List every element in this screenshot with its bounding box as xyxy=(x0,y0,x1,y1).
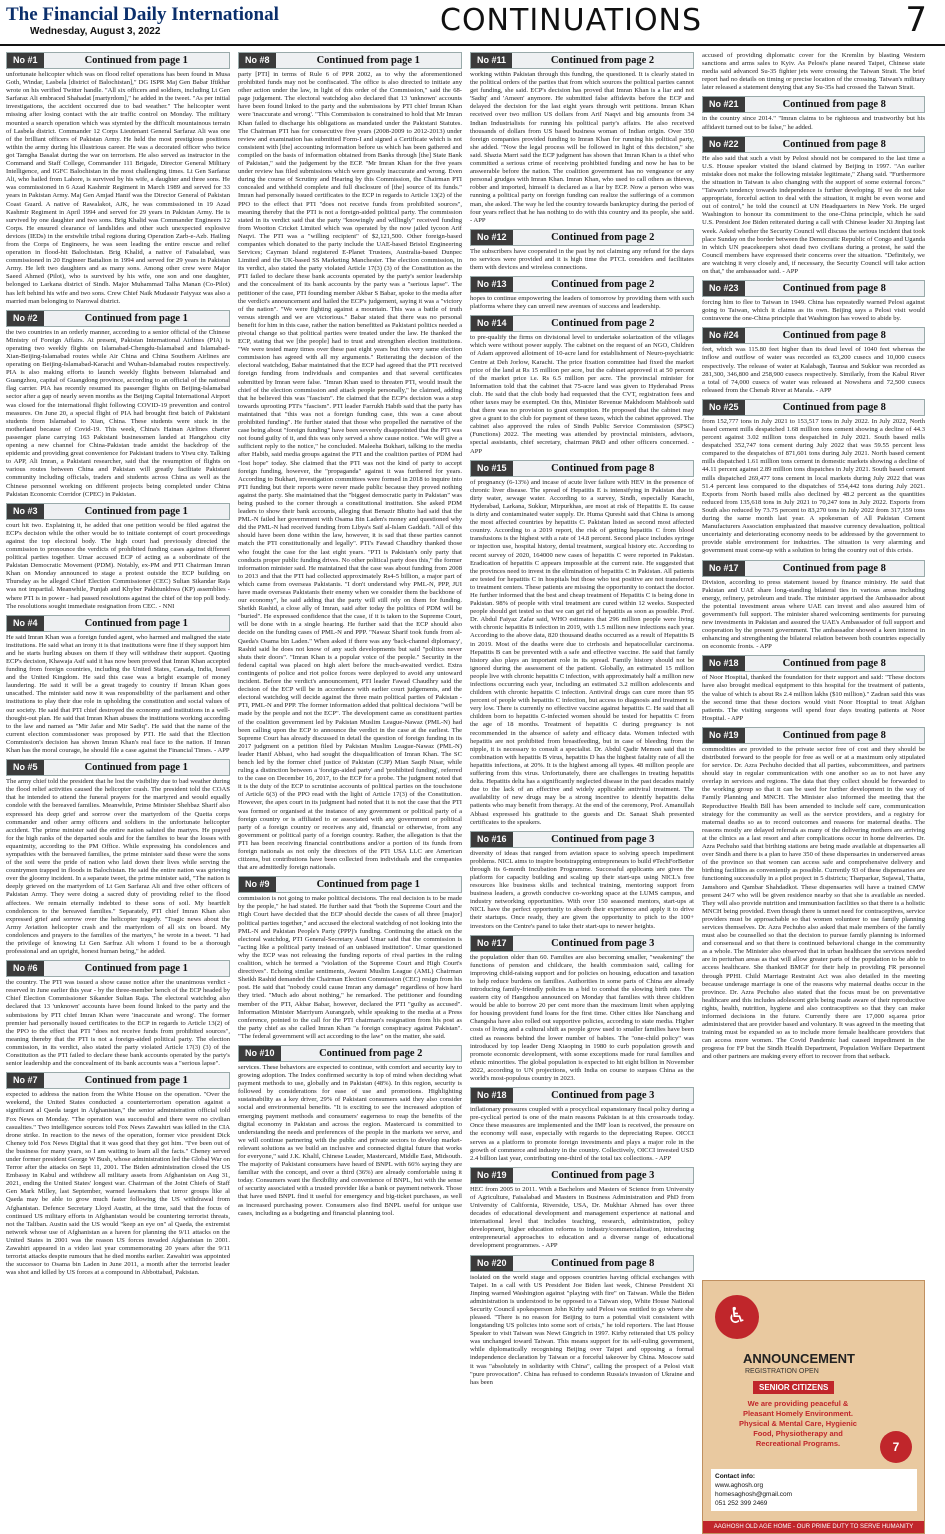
article xyxy=(702,727,925,1062)
article-number: No #15 xyxy=(471,461,513,476)
paper-date: Wednesday, August 3, 2022 xyxy=(30,26,161,37)
article-body: of Noor Hospital, thanked the foundation for their support and said: "These doctors have also brought medical equipment to this hospital for the treatment of patients, the value of which is about Rs 2.4 million lakhs ($10 million)." Zadran said this was the second time that these doctors would visit Noor Hospital to treat Afghan patients. The visiting surgeons will spend four days treating patients at Noor Hospital. - APP xyxy=(702,674,925,722)
article xyxy=(470,831,694,931)
article-header xyxy=(238,1045,462,1062)
article-number: No #7 xyxy=(7,1073,44,1088)
page-number: 7 xyxy=(905,0,927,40)
article-body: forcing him to flee to Taiwan in 1949. China has repeatedly warned Pelosi against going to Taiwan, which it claims as its own. Beijing says a Pelosi visit would contravene the one-China principle that Washington has vowed to abide by. xyxy=(702,299,925,323)
article xyxy=(6,310,230,499)
article-number: No #18 xyxy=(703,656,745,671)
article-header xyxy=(702,399,925,416)
article-header xyxy=(702,655,925,672)
article-body: The subscribers have cooperated in the past by not claiming any refund for the days no services were provided and it is high time the PTCL considers and facilitates them with devices and wireless connections. xyxy=(470,247,694,271)
ad-subtitle: REGISTRATION OPEN xyxy=(745,1368,819,1375)
article-number: No #11 xyxy=(471,53,512,68)
article-header xyxy=(6,615,230,632)
article xyxy=(6,615,230,755)
continued-from-label: Continued from page 8 xyxy=(782,283,886,295)
continued-from-label: Continued from page 1 xyxy=(84,1075,188,1087)
article-number: No #20 xyxy=(471,1256,513,1271)
article xyxy=(470,1167,694,1251)
article-number: No #9 xyxy=(239,877,276,892)
article-number: No #8 xyxy=(239,53,276,68)
ad-segment: SENIOR CITIZENS xyxy=(753,1381,834,1394)
article-body: of pregnancy (6-13%) and incase of acute liver failure with HEV in the presence of chronic liver disease. The spread of Hepatitis E is intensifying in Pakistan due to dirty water, sewage water. According to a survey, Sindh, especially Karachi, Hyderabad, Larkana, Sukkur, Mirpurkhas, are most at risk of Hepatitis E. Its cause is dirty and contaminated water supply. Dr. Huma Qureshi said that China is among the most affected countries by hepatitis C. Pakistan listed as second most affected country. According to a 2019 report, the risk of getting hepatitis C from blood transfusions is the highest with a rate of 14.8 percent. Second place includes syringe or injection use, hospital history, dental treatment, surgical history etc. According to recent survey of 2020, 164000 new cases of hepatitis C were reported in Pakistan. Eradication of hepatitis C appears impossible at the current rate. He suggested that the provinces need to invest in the elimination of hepatitis C in Pakistan. All patients are tested for hepatitis C in hospitals but those who test positive are not transferred to treatment centers. These patients are missing the opportunity to contact the doctor. He further informed that the best and cheap treatment of Hepatitis C is being done in Pakistan. 98% of people with viral treatment are cured within 12 weeks. Suspected people should get tested so that we can get rid of hepatitis as soon as possible. Prof. Dr. Abdul Faiyaz Zafar said, WHO estimates that 296 million people were living with chronic hepatitis B infection in 2019, with 1.5 million new infections each year. According to the above data, 820 thousand deaths occurred as a result of Hepatitis B in 2019. Most of the deaths were due to cirrhosis and hepatocellular carcinoma. Hepatitis B can be prevented with a safe and effective vaccine. He said that family history also plays an important role in its spread. Family history should not be ignored during the assessment of the patient. Globally, an estimated 15 million people live with chronic hepatitis C infection, with approximately half a million new infections occurring each year, including an estimated 3.2 million adolescents and children with chronic hepatitis C infection. Antiviral drugs can cure more than 95 percent of people with hepatitis C infection, but access to diagnosis and treatment is very low. There is currently no effective vaccine against hepatitis C. He said that all children born to hepatitis C-infected women should be tested for hepatitis C from the age of 18 months. Treatment of hepatitis C during pregnancy is not recommended in the absence of safety and efficacy data. Women infected with hepatitis are not prohibited from breastfeeding, but in case of bleeding from the nipple, it is necessary to consult a specialist. Dr. Abdul Qadir Memon said that in combination with hepatitis B virus, hepatitis D has the highest fatality rate of all the hepatitis infections, at 20%. It is the highest among all types. 48 million people are suffering from this virus. Unfortunately, there are challenges in treating hepatitis delta. Hepatitis delta has a significantly neglected disease in the past decades mainly due to the lack of an effective and widely applicable antiviral treatment. The availability of new drugs may be a strong incentive to identify hepatitis delta patients who may benefit from therapy. At the end of the ceremony, Prof. Amanullah Abbasi expressed his gratitude to the guests and Dr. Sanaat Shah presented certificates to the speakers. xyxy=(470,478,694,826)
article xyxy=(702,280,925,323)
article-header xyxy=(6,960,230,977)
article-header xyxy=(470,460,694,477)
continued-from-label: Continued from page 3 xyxy=(551,937,655,949)
article-header xyxy=(470,229,694,246)
continued-from-label: Continued from page 8 xyxy=(782,401,886,413)
article xyxy=(238,876,462,1041)
continued-from-label: Continued from page 8 xyxy=(782,562,886,574)
announcement-ad xyxy=(702,1280,925,1534)
article xyxy=(470,935,694,1084)
article-number: No #24 xyxy=(703,328,745,343)
ad-badge: 7 xyxy=(880,1431,912,1463)
article-body: commission is not going to make political decisions. The real decision is to be made by the people," he had stated. He further said that "both the Supreme Court and the High Court have decided that the ECP should decide the cases of all three [major] political parties together," and accused the electoral watchdog of not looking into the PML-N and Pakistan People's Party (PPP)'s funding. Continuing the attack on the electoral watchdog, PTI General-Secretary Asad Umar said that the commission is "acting like a political party instead of an unbiased institution". Umar questioned why the ECP was not releasing the funding reports of rival parties in the ruling coalition, which he termed a "violation of the Supreme Court and High Court's directives". Echoing similar sentiments, Awami Muslim League (AML) Chairman Sheikh Rashid demanded the Chairman Election Commission (CEC) resign from his post. He said that "nobody could cause Imran any damage" regardless of how hard they tried. "Much ado about nothing," he remarked. The petitioner and founding member of the PTI, Akbar Babar, however, declared the PTI "guilty as accused". Information Minister Marriyum Aurangzeb, while speaking to the media at a Press conference, pointed to the call for the PTI chairman's resignation from his post as the party chief as she called Imran Khan "a foreign conspiracy against Pakistan". "The federal government will act according to the law" on the matter, she said. xyxy=(238,895,462,1040)
article-header xyxy=(6,52,230,69)
column-1 xyxy=(6,52,230,1534)
continued-from-label: Continued from page 1 xyxy=(84,617,188,629)
ad-phone: 051 252 399 2469 xyxy=(715,1500,768,1507)
article-number: No #19 xyxy=(471,1168,513,1183)
article-number: No #21 xyxy=(703,97,745,112)
continued-from-label: Continued from page 1 xyxy=(84,505,188,517)
continued-from-label: Continued from page 1 xyxy=(316,55,420,66)
article-body: He said Imran Khan was a foreign funded agent, who harmed and maligned the state institutions. He said what an irony it is that institutions were fine if they support him and he starts hurling abuses on them if they will withdraw their support. Quoting ECP's decision, Khawaja Asif said it has now been proved that Imran Khan accepted funding from foreign countries, including the United States, Canada, India, Israel and the United Kingdom. He said this case was a bright example of money laundering. He said it will be a great tragedy to country if Imran Khan goes unscathed. The minister said now it was responsibility of the parliament and other institutions to play their due role in upholding the constitution and social values of our society. He said that PTI chief destroyed the economy and institutions in a well-thought-out plan. He said that Imran Khan abuses the institutions working according to the law and named as "Mir Jafar and Mir Sadiq". He said that the name of the current election commissioner was proposed by PTI. He said that the Election Commission's decision has shown Imran Khan's real face to the nation. If Imran Khan has the moral courage, he should file a case against the Financial Times. - APP xyxy=(6,633,230,755)
article-header xyxy=(470,1087,694,1104)
ad-email: homesaghosh@gmail.com xyxy=(715,1491,793,1498)
article-number: No #17 xyxy=(471,936,513,951)
continued-from-label: Continued from page 1 xyxy=(84,762,188,774)
article-number: No #14 xyxy=(471,316,513,331)
column-4-articles xyxy=(702,52,925,1274)
article-header xyxy=(6,759,230,776)
article-number: No #5 xyxy=(7,760,44,775)
article-body: diversity of ideas that ranged from aviation space to solving speech impediment problems. NICL aims to inspire bootstrapping entrepreneurs to build #TechForBetter through its 6-month Incubation Programme. Successful applicants are given the platform for capacity building and scaling up their start-ups using NICL's free resources like business skills and technical training, mentoring support from business leaders, a growth conducive co-working space at the LUMS campus, and industry networking opportunities. With over 150 seasoned mentors, start-ups at NICL have the perfect opportunity to absorb their experience and apply it to drive their startups. Once ready, they are given the opportunity to pitch to the 100+ investors on the Centre's panel to take their start-ups to newer heights. xyxy=(470,849,694,930)
article xyxy=(702,96,925,131)
article-body: The army chief told the president that he lost the visibility due to bad weather during the flood relief activities caused the helicopter crash. The president told the COAS that he intended to attend the funeral prayers for the martyred and would equally condole with the bereaved families. Meanwhile, Prime Minister Shehbaz Sharif also expressed his deep grief and sorrow over the martyrdom of the Quetta corps commander and other army officers and soldiers in the unfortunate helicopter accident. The prime minister said the entire nation saluted the martyrs. He prayed for the high ranks of the departed souls and for the families to bear the losses with equanimity, according to the PM Office. While expressing his condolences and sympathies with the bereaved families, the prime minister said these were the sons of the soil were the pride of nation who laid down their lives while serving the countrymen trapped in floods in Balochistan. He said the entire nation was grieving over the gloomy incident. In a separate tweet, the prime minister said, "The nation is deeply grieved on the martyrdom of Lt Gen Sarfaraz Ali and five other officers of Pakistan Army. They were doing a sacred duty of providing relief to the flood affectees. We remain eternally indebted to these sons of soil. My heartfelt condolences to the bereaved families." Separately, PTI chief Imran Khan also expressed grief and sorrow over the helicopter tragedy. "Tragic news about the Army Aviation helicopter crash and the martyrdom of all six on board. My condolences and prayers to the families of the martyrs," he wrote in a tweet. "I had the privilege of knowing Lt Gen Sarfraz Ali whom I found to be a thorough professional and an upright, honest human being," he added. xyxy=(6,778,230,956)
continued-from-label: Continued from page 2 xyxy=(551,318,655,330)
article-body: Division, according to press statement issued by finance ministry. He said that Pakistan and UAE share long-standing bilateral ties in various areas including energy, refinery, petroleum and trade. The minister apprised the Ambassador about the potential investment areas where UAE can invest and also assured him of government's full support. The minister shared welcoming sentiments for pursuing new investments in Pakistan and assured the UAE's Ambassador of full support and cooperation by the present government. The ambassador showed a keen interest in enhancing and strengthening the bilateral relation between both countries especially on economic fronts. - APP xyxy=(702,578,925,651)
article-body: in the country since 2014." "Imran claims to be righteous and trustworthy but his affidavit turned out to be false," he added. xyxy=(702,115,925,131)
article xyxy=(470,276,694,311)
continued-from-label: Continued from page 3 xyxy=(551,1169,655,1181)
continued-from-label: Continued from page 1 xyxy=(84,312,188,324)
article-header xyxy=(470,935,694,952)
article xyxy=(702,560,925,652)
article-body: to pre-qualify the firms on divisional level to undertake solarization of the villages which were without power supply. The cabinet on the request of an NGO, Children of Adam approved allotment of 10-acre land for establishment of Neuro-psychiatric Centre at Deh Jorlow, Karachi. The price fixation committee had fixed the market price of the land at Rs 15 million per acre, but the cabinet approved it at 50 percent of the market price i.e. Rs 6.5 million per acre. The provincial minister for Information told that the cabinet that 75-acre land was given to Hyderabad Press club. He said that the club body had requested that the CVT, registration fees and other taxes may be exempted. On this, Minister Revenue Makhdoom Mahboob said that there was no provision to grant exemption. He proposed that the cabinet may give a grant to the club for payment of these taxes, which the cabinet approved. The cabinet also approved the rules of Sindh Public Service Commission (SPSC) (Functions) 2022. The meeting was attended by provincial ministers, advisors, special assistants, chief secretary, chairman P&D and other officers concerned. - APP xyxy=(470,334,694,455)
article xyxy=(470,1087,694,1163)
continued-from-label: Continued from page 1 xyxy=(316,879,420,891)
article-header xyxy=(6,1072,230,1089)
article xyxy=(702,52,925,92)
article-body: from 152,777 tons in July 2021 to 153,517 tons in July 2022. In July 2022, North based cement mills despatched 1.68 million tons cement showing a decline of 44.3 percent against 3.02 million tons despatched in July 2021. South based mills despatched 352,747 tons cement during July 2022 that was 59.55 percent less compared to the despatches of 871,601 tons during July 2021. North based cement mills dispatched 1.61 million tons cement in domestic markets showing a decline of 44.11 percent against 2.89 million tons dispatches in July 2021. South based cement mills dispatched 269,477 tons cement in local markets during July 2022 that was 51.4 percent less compared to the dispatches of 554,442 tons during July 2021. Exports from North based mills also declined by 48.2 percent as the quantities reduced from 135,618 tons in July 2021 to 70,247 tons in July 2022. Exports from South also reduced by 73.75 percent to 83,270 tons in July 2022 from 317,159 tons during the same month last year. A spokesman of All Pakistan Cement Manufacturers Association emphasized that massive currency devaluation, political uncertainty and deteriorating economy needs to be addressed by the government to provide stable environment for industries. The situation is very alarming and government must come-up with a solution to bring the country out of this crisis. xyxy=(702,417,925,555)
article-body: services. These behaviors are expected to continue, with comfort and security key to growing adoption. The Index confirmed security is top of mind when deciding what payment methods to use, globally and in Pakistan (48%). In this region, security is followed by considerations for ease of use and promotions. Highlighting sustainability as a key driver, 29% of Pakistani consumers said they also consider social and environmental benefits. "It is exciting to see the increased adoption of emerging payment methods and consumers' eagerness to reap the benefits of the digital economy in Pakistan and across the region. Mastercard is committed to understanding the needs and preferences of the people in the markets we serve, and we will continue partnering with the public and private sectors to develop market-relevant solutions as we build an inclusive and connected digital future that works for everyone," said J.K. Khalil, Chinese Leader, Mastercard, Middle East, Midsouth. The majority of Pakistani consumers have heard of BNPL with 66% saying they are familiar with the concept, and over a third (36%) are already comfortable using it today. Consumers want the flexibility and convenience of BNPL, but with the sense of security associated with a trusted provider like a bank or payment network. Those that have used BNPL find it useful for emergency and big-ticket purchases, as well as increased purchasing power. Consumers also find BNPL useful for unique use cases, including as a budgeting and financial planning tool. xyxy=(238,1063,462,1217)
article-body: inflationary pressures coupled with a procyclical expansionary fiscal policy during a pre-cyclical period is one of the main reasons Pakistan is at this crossroads today. Once these measures are implemented and the IMF loan is received, the pressure on the economy will ease, especially with regards to the depreciating Rupee. OICCI serves as a platform to promote foreign investments and plays a major role in the growth of commerce and industry in the country. Collectively, OICCI invested USD 2.4 billion last year, contributing one-third of the total tax collections. - APP xyxy=(470,1106,694,1162)
article-number: No #6 xyxy=(7,961,44,976)
continued-from-label: Continued from page 8 xyxy=(782,330,886,342)
article xyxy=(6,1072,230,1277)
article-number: No #3 xyxy=(7,504,44,519)
article-number: No #1 xyxy=(7,53,44,68)
continued-from-label: Continued from page 8 xyxy=(782,99,886,111)
article-header xyxy=(470,52,694,69)
article-body: the two countries in an orderly manner, according to a senior official of the Chinese Ministry of Foreign Affairs. At present, Pakistan International Airlines (PIA) is operating two weekly flights on Islamabad-Chengdu-Islamabad and Islamabad-Xian-Beijing-Islamabad routes while Air China and China Southern Airlines are operating on Beijing-Islamabad-Karachi and Wuhan-Islamabad routes respectively. PIA is also making efforts to launch weekly flights between Islamabad and Guangzhou, capital of Guangdong province, according to an official of the national flag carrier. PIA has recently resumed its passenger flights on Beijing-Islamabad sector after a gap of nearly seven months as the Beijing Capital International Airport was closed for the international flight following COVID-19 prevention and control measures. On June 20, a special flight of PIA had brought first batch of Pakistani students from Islamabad to Xian, China. These students were stuck in the motherland because of Covid-19. This week, China's Hainan Airlines charter passenger plane carrying 163 Pakistani businessmen landed at Hangzhou city opening a new channel for China-Pakistan trade amidst the backdrop of the epidemic and providing great convenience for Pakistani traders to Yiwu city. Talking to APP, Ali Imran, a Pakistani researcher, said that the resumption of flights on various routes between China and Pakistan will greatly facilitate Pakistani community including officials, traders and students across China as well as the Chinese personnel working on different projects being completed under China Pakistan Economic Corridor (CPEC) in Pakistan. xyxy=(6,328,230,498)
article-header xyxy=(702,327,925,344)
article-body: the country. The PTI was issued a show cause notice after the unanimous verdict - reserved in June earlier this year - by the three-member bench of the ECP headed by Chief Election Commissioner Sikander Sultan Raja. The electoral watchdog also declared that 13 'unknown' accounts have been found linked to the party and the submissions by PTI chief Imran Khan were 'inaccurate and wrong'. The former premier had personally issued certificates to the ECP in regards to Article 13(2) of the PPO to the effect that PTI "does not receive funds from prohibited sources", meaning thereby that the PTI is not a foreign-aided political party. The election commission, in its verdict, also stated the party violated Article 17(3) (3) of the Constitution as the PTI failed to declare these bank accounts operated by the party's senior leadership and the concealment of its bank accounts was a "serious lapse". xyxy=(6,979,230,1068)
article-number: No #10 xyxy=(239,1046,281,1061)
article-number: No #19 xyxy=(703,728,745,743)
article-header xyxy=(238,876,462,893)
article-number: No #12 xyxy=(471,230,513,245)
article-number: No #23 xyxy=(703,281,745,296)
continued-from-label: Continued from page 8 xyxy=(782,729,886,741)
article-number: No #17 xyxy=(703,561,745,576)
continued-from-label: Continued from page 2 xyxy=(319,1047,423,1059)
article-number: No #2 xyxy=(7,311,44,326)
article xyxy=(470,460,694,827)
article-body: hopes to continue empowering the leaders of tomorrow by providing them with such platforms where they can unveil new avenues of success and leadership. xyxy=(470,295,694,311)
continued-from-label: Continued from page 1 xyxy=(84,55,188,66)
article xyxy=(6,759,230,956)
ad-title: ANNOUNCEMENT xyxy=(743,1351,855,1366)
article-header xyxy=(6,310,230,327)
article xyxy=(6,503,230,611)
article-body: accused of providing diplomatic cover for the Kremlin by blasting Western sanctions and arms sales to Kyiv. As Pelosi's plane neared Taipei, Chinese state media said advanced Su-35 fighter jets were crossing the Taiwan Strait. The brief report had no details on timing or precise location of the crossing. Taiwan's military later released a statement denying that any Su-35s had crossed the Taiwan Strait. xyxy=(702,52,925,92)
article-header xyxy=(470,1255,694,1272)
continued-from-label: Continued from page 3 xyxy=(551,1090,655,1102)
ad-website: www.aghosh.org xyxy=(715,1482,764,1489)
columns xyxy=(0,46,945,1534)
article-header xyxy=(702,136,925,153)
article xyxy=(238,52,462,872)
article-body: He also said that such a visit by Pelosi should not be compared to the last time a U.S. House speaker visited the island claimed by Beijing in 1997. "An earlier mistake does not make the following mistake legitimate," Zhang said. "Furthermore the situation in Taiwan is also changing with the support of some external forces." "Taiwan's tendency towards independence is further developing. If we do not take appropriate, forceful action to deal with the situation, it might be even worse and out of control," he told the council at UN Headquarters in New York. He urged Washington to honour its commitment to the one-China principle, which he said U.S. President Joe Biden reiterated during a call with Chinese leader Xi Jinping last week. Asked whether the Security Council will discuss the serious incident that took place Sunday on the border between the Democratic Republic of Congo and Uganda in which UN peacekeepers shot dead two civilians during a protest, he said the Council members have expressed their concerns over the situation. "Definitely, we are watching it very closely and, if necessary, the Security Council will take action on that," the ambassador said. - APP xyxy=(702,154,925,275)
article-header xyxy=(702,96,925,113)
column-3 xyxy=(470,52,694,1534)
article xyxy=(470,1255,694,1387)
article-body: party [PTI] in terms of Rule 6 of PPR 2002, as to why the aforementioned prohibited funds may not be confiscated. The office is also directed to initiate any other action under the law, in light of this order of the Commission," said the 68-page judgement. The electoral watchdog also declared that 13 'unknown' accounts have been found linked to the party and the submissions by PTI chief Imran Khan were 'inaccurate and wrong'. "This Commission is constrained to hold that Mr Imran Khan failed to discharge his obligations as mandated under the Pakistani Statutes. The Chairman PTI has for consecutive five years (2008-2009 to 2012-2013) under review and examination has submitted Form-I and signed a Certificate which is not consistent with [the] accounting information before us which has been gathered and compiled on the basis of information obtained from Banks through [the] State Bank of Pakistan," said the judgement by the ECP. "Mr Imran Khan for the five years under review has filed submissions which were grossly inaccurate and wrong. Even during the course of Scrutiny and Hearing by this Commission, the Chairman PTI concealed and withheld complete and full disclosure of [the] source of its funds." Imran had personally issued certificates to the ECP in regards to Article 13(2) of the PPO to the effect that PTI "does not receive funds from prohibited sources", meaning thereby that the PTI is not a foreign-aided political party. The commission stated in its verdict said that the party "knowingly and willingly" received funding from Wootton Cricket Limited which was operated by the now jailed tycoon Arif Naqvi. The PTI was a "willing recipient" of $2,121,500. Other foreign-based companies which donated to the party include the UAE-based Bristol Engineering Services; Cayman Island registered E-Planet Trustees, Australia-based Dunpec Limited and the UK-based SS Marketing Manchester. The election commission, in its verdict, also stated the party violated Article 17(3) (3) of the Constitution as the PTI failed to declare these bank accounts operated by the party's senior leadership and the concealment of its bank accounts by the party was a "serious lapse". The petitioner of the case, PTI founding member Akbar S Babar, spoke to the media after the verdict's announcement and hailed the ECP's judgement, saying it was a "victory of the nation". "We were fighting against a mountain. This was a battle of truth versus strength and we are victorious." Babar stated that there was no personal benefit for him in this case, rather the nation benefitted as Pakistani politics needed a pivotal change so that political parties were treated under the law. He thanked the ECP, stating that we [the people] had to trust and strengthen election institutions. "We were tested many times over these past eight years but this very same election commission has agreed with all my arguments." Reiterating the decision of the electoral watchdog, Babar maintained that the ECP had agreed that the PTI received foreign funding from individuals and companies and that several certificates submitted by Imran were false. "Imran Khan used to threaten PTI, would insult the chief of the election commission and attack people personally," he claimed, adding that he believed this was "fascism". He claimed that the ECP's decision was a step towards uprooting PTI's "fascism". PTI leader Farrukh Habib said that the party has maintained that "this was not a foreign funding case, this was a case about prohibited funding". He further stated that those who propelled the narrative of the case being about "foreign funding" have been severely disappointed that the PTI was not found guilty of it, and this was only served a show cause notice. "We will give a sufficient reply to the notice," he concluded. Maleeha Bukhari, talking to the media after Habib, said media groups against the PTI and the coalition parties of PDM had "lost hope" today. She claimed that the PTI was not the kind of party to accept foreign funding, however, the "propaganda" against it was furthered for years. According to Bukhari, investigation committees were formed in 2018 to inquire into PTI funding but their reports were never made public because they proved nothing against the party. She maintained that the "biggest democratic party in Pakistan" was being pushed to the corner through a constitutional institution. She asked PDM leaders to show their bank accounts, alleging that Benazir Bhutto had said that the PML-N failed her government with Osama Bin Laden's money and questioned why did the PML-N had received funding from Libya's Saif al-Islam Gaddafi. "All of this should have been done within the law, however, it is sad that these parties cannot match the PTI constitutionally and legally". PTI's Fawad Chaudhry thanked those who fought the case for the last eight years. "PTI is Pakistan's only party that conducts proper public funding drives. No other political party does this," the former information minister said. He maintained that the case was about funding from 2008 to 2013 and that the PTI had collected approximately Rs4-5 billion, a major part of which came from overseas Pakistanis. "I don't understand why PML-N, PPP, JUI have made overseas Pakistanis their enemy when we consider them the backbone of our economy", he said adding that the party will still rely on them for funding. Sheikh Rashid, a close ally of Imran, said after today the politics of PDM will be "buried". He expressed confidence that the case, if it is taken to the Supreme Court, will be done with in a single hearing. He further said that the ECP should also decide on the funding cases of PML-N and PPP. "Nawaz Sharif took funds from al-Qaeda's Osama bin Laden." When asked if there was any 'back-channel diplomacy', Rashid said he does not know of any such developments but said "politics never shuts their doors". "Imran Khan is a popular voice of the people." Security in the federal capital was placed on high alert before the much-awaited verdict. Extra contingents of police and riot police forces were deployed to avoid any untoward incident. Before the verdict's announcement, PTI leader Fawad Chaudhry said the decision of the ECP will be in accordance with earlier court judgements, and the electoral watchdog will decide against the three main political parties of Pakistan - PTI, PML-N and PPP. The former information added that political decisions "will be made by the people and not the ECP". The development came as constituent parties of the coalition government led by Pakistan Muslim League-Nawaz (PML-N) had been calling upon the ECP to announce the verdict in the case at the earliest. The Supreme Court has already discussed in detail the question of foreign funding in its 2017 judgment on a petition filed by Pakistan Muslim League-Nawaz (PML-N) leader Hanif Abbasi, who had sought the disqualification of Imran Khan. The SC bench led by the former chief justice of Pakistan (CJP) Mian Saqib Nisar, while ruling a distinction between a 'foreign-aided party' and 'prohibited funding', referred to the case on December 16, 2017, to the ECP for a probe. The judgment noted that it is the duty of the ECP to scrutinise accounts of political parties on the touchstone of Article 6(3) of the PPO read with the light of Article 17(3) of the Constitution. However, the apex court in its judgment had noted that it is not the case that the PTI was formed or organised at the instance of any government or political party of a foreign country or is affiliated to or associated with any government or political party of a foreign country or receives any aid, financial or otherwise, from any government or political party of a foreign country. Rather, the allegation is that the PTI has been receiving financial contributions and/or a portion of its funds from foreign nationals as not only the directors of the PTI USA LLC are American citizens, but contributions have been collected from individuals and the companies that are admittedly foreign nationals. xyxy=(238,71,462,872)
continued-from-label: Continued from page 8 xyxy=(782,138,886,150)
article-number: No #25 xyxy=(703,400,745,415)
article-body: feet, which was 115.80 feet higher than its dead level of 1040 feet whereas the inflow and outflow of water was recorded as 63,200 cusecs and 10,000 cusecs respectively. The release of water at Kalabagh, Taunsa and Sukkur was recorded as 281,300, 346,800 and 258,900 cusecs respectively. Similarly, from the Kabul River a total of 74,000 cusecs of water was released at Nowshera and 72,500 cusecs released from the Chenab River at Marala. - APP xyxy=(702,346,925,394)
article-header xyxy=(470,831,694,848)
continued-from-label: Continued from page 2 xyxy=(551,279,655,291)
article-number: No #18 xyxy=(471,1088,513,1103)
article-header xyxy=(702,727,925,744)
article xyxy=(470,315,694,455)
article-body: court hit two. Explaining it, he added that one petition would be filed against the ECP's decision while the other would be to initiate contempt of court proceedings against the top electoral body. The high court had previously directed the commission to pronounce the verdicts of prohibited funding cases against different political parties together. Umar accused ECP of acting as a subordinate of the Pakistan Democratic Movement (PDM). Notably, ex-PM and PTI Chairman Imran Khan on Monday announced to stage a protest outside the ECP building on Thursday as he alleged Chief Election Commissioner (CEC) Sultan Sikandar Raja was not impartial. Meanwhile, Punjab and Khyber Pakhtunkhwa (KP) assemblies - where PTI is in power - had passed resolutions against the chief of the top poll body. The resolutions sought immediate resignation from CEC. - NNI xyxy=(6,521,230,610)
article xyxy=(6,52,230,306)
article xyxy=(702,655,925,723)
continued-from-label: Continued from page 2 xyxy=(551,231,655,243)
article-header xyxy=(702,280,925,297)
ad-text: We are providing peaceful & Pleasant Homely Environment. Physical & Mental Care, Hygienic Food, Physiotherapy and Recreational Programs. xyxy=(739,1399,857,1448)
article-body: isolated on the world stage and opposes countries having official exchanges with Taipei. In a call with US President Joe Biden last week, Chinese President Xi Jinping warned Washington against "playing with fire" on Taiwan. While the Biden administration is understood to be opposed to a Taiwan stop, White House National Security Council spokesperson John Kirby said Pelosi was entitled to go where she pleased. "There is no reason for Beijing to turn a potential visit consistent with longstanding US policies into some sort of crisis," he told reporters. The last House Speaker to visit Taiwan was Newt Gingrich in 1997. Kirby reiterated that US policy was unchanged toward Taiwan. This means support for its self-ruling government, while diplomatically recognising Beijing over Taipei and opposing a formal independence declaration by Taiwan or a forceful takeover by China. Moscow said it was "absolutely in solidarity with China", calling the prospect of a Pelosi visit "pure provocation". China has refused to condemn Russia's invasion of Ukraine and has been xyxy=(470,1273,694,1386)
article-header xyxy=(702,560,925,577)
article xyxy=(238,1045,462,1218)
article-body: the population older than 60. Families are also becoming smaller, "weakening" the functions of pension and childcare, the health commission said, calling for improving child-raising support and for policies on housing, education and taxation to help reduce burdens on families. Authorities in some parts of China are already introducing family-friendly policies in a bid to combat the slowing birth rate. The eastern city of Hangzhou announced on Monday that families with three children would be able to borrow 20 per cent more than the maximum limit when applying for housing provident fund loans for the first time. Other cities like Nanchang and Changsha have also rolled out supportive policies, according to state media. Higher costs of living and a cultural shift as people grow used to smaller families have been cited as reasons behind the lower number of babies. The "one-child policy" was introduced by top leader Deng Xiaoping in 1980 to curb population growth and promote economic development, with some exceptions made for rural families and ethnic minorities. The global population is expected to hit eight billion in November 2022, according to UN projections, with India on course to surpass China as the world's most-populous country in 2023. xyxy=(470,953,694,1083)
article xyxy=(470,52,694,225)
column-4 xyxy=(702,52,925,1534)
article-body: expected to address the nation from the White House on the operation. "Over the weekend, the United States conducted a counterterrorism operation against a significant al Qaeda target in Afghanistan," the senior administration official told Fox News on Monday. "The operation was successful and there were no civilian casualties." Two intelligence sources told Fox News Zawahiri was killed in the CIA drone strike. In reaction to the news of the operation, former vice president Dick Cheney told Fox News Digital that it was good that they got him. "I've been out of the business for many years, so I am waiting to learn all the facts." Cheney served under former president George W Bush, whose administration led the Global War on Terror after the attacks on Sept 11, 2001. The Biden administration closed the US Embassy in Kabul and withdrew all military assets from Afghanistan on Aug 31, 2021, ending the United States' longest war. Chairman of the Joint Chiefs of Staff Gen Mark Milley, last September, warned lawmakers that terror groups like al Qaeda may be able to grow much faster following the US withdrawal from Afghanistan. Defence Secretary Lloyd Austin, at the time, said that the focus of continued US military efforts in Afghanistan would be countering terrorist threats, not the Taliban. Austin said the US would "keep an eye on" al Qaeda, the extremist network whose use of Afghanistan as a haven for planning the 9/11 attacks on the United States in 2001 was the reason US forces invaded Afghanistan in 2001. Zawahiri appeared in a video last year commemorating 20 years after the 9/11 terrorist attacks despite rumours that he died months earlier. Zawahiri was appointed the successor to Osama bin Laden in June 2011, a month after the terrorist leader was shot and killed by US forces at a compound in Abbottabad, Pakistan. xyxy=(6,1091,230,1277)
article-number: No #16 xyxy=(471,832,513,847)
continued-from-label: Continued from page 1 xyxy=(84,963,188,975)
article-body: HEC from 2005 to 2011. With a Bachelors and Masters of Science from University of Agriculture, Faisalabad and Masters in Business Administration and PhD from University of California, Riverside, USA, Dr. Mukhtar Ahmed has over three decades of educational development and management experience at national and international level that includes teaching, research, administration, policy development, higher education reforms to industry/commercialization, introducing entrepreneurial approaches to education and a diverse range of educational development programmes. - APP xyxy=(470,1185,694,1250)
article-header xyxy=(470,315,694,332)
ad-footer: AAGHOSH OLD AGE HOME - OUR PRIME DUTY TO SERVE HUMANITY xyxy=(703,1521,924,1533)
article-body: unfortunate helicopter which was on flood relief operations has been found in Musa Goth, Windar, Lasbela [district of Balochistan]," DG ISPR Maj Gen Babar Iftikhar wrote on his verified Twitter handle. "All six officers and soldiers, including Lt Gen Sarfaraz Ali embraced Shahadat [martyrdom]," he added in the tweet. "As per initial investigations, the accident occurred due to bad weather." The helicopter went missing after losing contact with the air traffic control on Monday. The military mounted a search operation which was stymied by the difficult mountainous terrain of Lasbela district. Commander 12 Corps Lieutenant General Sarfaraz Ali was one of the brilliant officers of Pakistan Army. He held the most prestigious positions within the army during his illustrious career. He was a decorated officer who twice got Tamgha Basalat during the war on terrorism. He also served as instructor in the Command and Staff College, Commander 111 Brigade, Director General Military Intelligence, and IGFC Balochistan in the most challenging times. Lt Gen Sarfaraz Ali, who hailed from Lahore, is survived by his wife, a daughter and three sons. He was commissioned in 6 Azad Kashmir Regiment in March 1989 and served for 33 years in Pakistan Army. Maj Gen Amjad Hanif was the Director General of Pakistan Coast Guard. A native of Rawalakot, AJK, he was commissioned in 19 Azad Kashmir Regiment in April 1994 and served for 29 years in Pakistan Army. He is survived by one daughter and two sons. Brig Khalid was Commander Engineers 12 Corps. He ensured clearance of landslides and other such unexpected explosive devices (IEDs) in the erstwhile tribal regions during Operation Zarb-e-Azb. Hailing from the Corps of Engineers, he was seen leading the entire rescue and relief operation in flood-hit Balochistan. Brig Khalid, a native of Faisalabad, was commissioned in 20 Engineer Battalion in 1994 and served for 29 years in Pakistan Army. He left two daughters and as many sons. Among other crew were Major Saeed Ahmed (Pilot), who is survived by his wife, one son and one daughter, belonged to Larkana district of Sindh. Major Muhammad Talha Manan (Co-Pilot) has left behind his wife and two sons. Crew Chief Naik Mudassir Faiyyaz was also a married man belonging to Narowal district. xyxy=(6,71,230,305)
article xyxy=(6,960,230,1068)
masthead xyxy=(0,0,945,46)
article-header xyxy=(470,1167,694,1184)
article xyxy=(702,327,925,395)
article-number: No #13 xyxy=(471,277,513,292)
article xyxy=(470,229,694,272)
continued-from-label: Continued from page 8 xyxy=(782,658,886,670)
ad-contact xyxy=(711,1469,917,1511)
paper-name: The Financial Daily International xyxy=(6,4,279,25)
article xyxy=(702,399,925,556)
aghosh-logo-icon: ♿ xyxy=(715,1295,759,1339)
article-header xyxy=(6,503,230,520)
article-body: commodities are provided to the private sector free of cost and they should be distributed forward to the people for free as well or at a maximum only stipulated for service. Dr. Azra Pechuho decided that all parties, subcommittees, and partners should stay in regular communication with one another so as to not have any overlap in services and regions. The data that they collect should be forwarded to the working group so that it can be used for further development in the way of Family Planning and MNCH. The Minister also informed the meeting that the Reproductive Health Bill has been amended to include self care, communication strategy for the community as well as the service providers, and a registry for maternal deaths so as to record outcomes and reasons for maternal deaths. The reasons mostly are delayed referrals as many of the delivering mothers are arriving at the clinics as a last resort and after complications occur in home deliveries. Dr. Azra Pechuho said that birthing stations are being made available at dispensaries all over Sindh and there is a plan to have 350 of these dispensaries in underserved areas of the province so that women can access safe and comprehensive delivery and birthing facilities as conveniently as possible. Currently 93 of these dispensaries are functioning successfully in a pilot project in 5 districts; Tharparkar, Sujawal, Thatta, Jamshoro and Qambar Shahdadkot. These dispensaries will have a trained CMW present 24/7 who will be given residence nearby so that she is available as needed. They will also provide nutrition and immunisation facilities so that there is a holistic MNCH being provided. Even though there is unmet need for contraceptives, service providers must be approachable so that women volunteer to use family planning services themselves. Dr. Azra Pechuho also asked that male members of the family must also be counselled so that the decision to pursue family planning is informed and consensual and so that there is continued behavioral change in the community as a whole. The Minister also observed that in urban healthcare the services needed are in periurban areas as that will allow greater parts of the population to be able to access healthcare. She thanked BMGF for their help in providing FR personnel through PPHI. Child Marriage Restraint Act was also detailed in the meeting because underage marriage is one of the reasons why maternal deaths occur in the province. Dr. Azra Pechuho also stated that the focus must be on preventative healthcare and this includes adolescent girls being made aware of their reproductive rights, health, nutrition, hygiene and also contraceptives so that they can make informed decisions in the future. Currently there are 17,000 sq.area prior administered that are provider based and voluntary. It was agreed in the meeting that training must be expanded so as to include more female healthcare providers that can access more women. The Covid Pandemic had caused impediment in the progress for FP but the Sindh Health Department, Population Welfare Department and other partners are making every effort to recover from that setback. xyxy=(702,745,925,1061)
continued-from-label: Continued from page 8 xyxy=(551,1257,655,1269)
article-body: working within Pakistan through this funding, the questioned. It is clearly stated in the political orders of the parties that from which sources the political parties cannot get funding, she said. ECP's decision has proved that Imran Khan is a liar and not 'Sadiq' and 'Ameen' anymore. He submitted false affidavits before the ECP and delayed the decision for the last eight years through writ petitions. Imran Khan received over two million US dollars from Arif Naqvi and big amounts from 34 Indian Industrialists for running his political party's affairs. He also received thousands of dollars from US based business woman of Indian origin. Over 350 foreign companies provided funding to Imran Khan for running his political party, she added. "Now the legal process will be followed in light of this decision," she said. Shazia Marri said the ECP judgment has shown that Imran Khan is a thief who committed a serious crime of receiving prohibited funding and now he has to be answerable before the nation. The coalition government has no vengeance or any personal grudges with Imran Khan. Imran Khan, who used to call others as thieves, robber and imported, himself is declared as a liar by ECP. Now a person who was running a political party on foreign funding can realize the sufferings of a common man, she asked. The way he led the country towards bankruptcy during the period of four years reflect that he has nothing to do with this country and its people, she said. - APP xyxy=(470,71,694,224)
continued-from-label: Continued from page 8 xyxy=(551,462,655,474)
article-number: No #4 xyxy=(7,616,44,631)
article-header xyxy=(470,276,694,293)
section-title: CONTINUATIONS xyxy=(440,3,703,38)
column-2 xyxy=(238,52,462,1534)
article-header xyxy=(238,52,462,69)
continued-from-label: Continued from page 3 xyxy=(551,833,655,845)
ad-contact-title: Contact info: xyxy=(715,1473,756,1480)
continued-from-label: Continued from page 2 xyxy=(550,55,655,66)
article-number: No #22 xyxy=(703,137,745,152)
article xyxy=(702,136,925,276)
